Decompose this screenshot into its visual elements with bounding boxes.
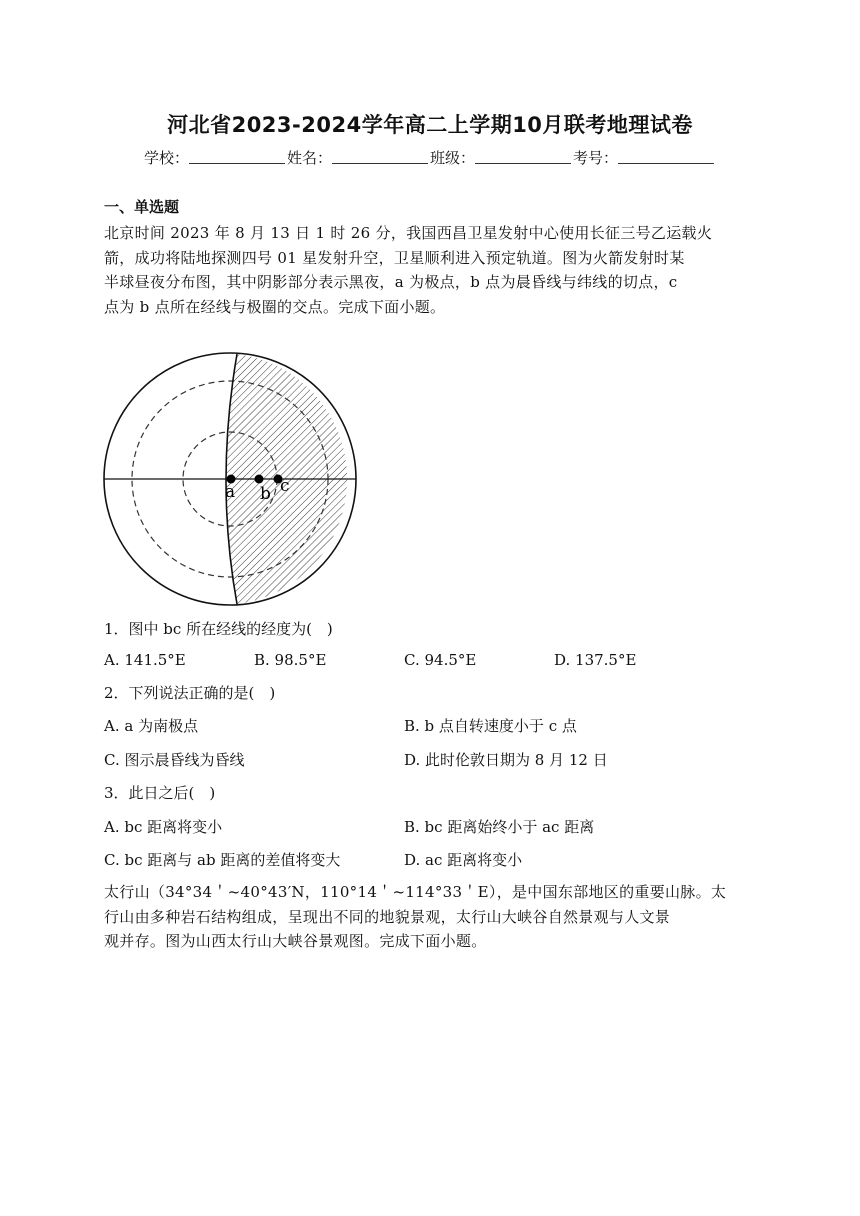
question-3-option-a: A. bc 距离将变小 <box>104 818 223 836</box>
school-blank <box>189 149 285 164</box>
question-2-option-c: C. 图示晨昏线为昏线 <box>104 751 245 769</box>
exam-no-label: 考号： <box>573 149 619 167</box>
question-1-option-b: B. 98.5°E <box>254 651 327 669</box>
question-3-option-c: C. bc 距离与 ab 距离的差值将变大 <box>104 851 341 869</box>
question-2-option-a: A. a 为南极点 <box>104 717 199 735</box>
question-2-option-b: B. b 点自转速度小于 c 点 <box>404 717 577 735</box>
passage-2-line: 行山由多种岩石结构组成，呈现出不同的地貌景观，太行山大峡谷自然景观与人文景 <box>104 907 671 926</box>
name-blank <box>332 149 428 164</box>
question-2-option-d: D. 此时伦敦日期为 8 月 12 日 <box>404 751 608 769</box>
class-blank <box>475 149 571 164</box>
school-label: 学校： <box>143 149 189 167</box>
question-1-option-c: C. 94.5°E <box>404 651 477 669</box>
class-label: 班级： <box>430 149 476 167</box>
question-3-option-b: B. bc 距离始终小于 ac 距离 <box>404 818 595 836</box>
question-2-stem: 2．下列说法正确的是( ) <box>104 684 276 702</box>
point-b <box>255 475 264 484</box>
passage-1-line: 点为 b 点所在经线与极圈的交点。完成下面小题。 <box>104 297 446 316</box>
passage-2-line: 观并存。图为山西太行山大峡谷景观图。完成下面小题。 <box>104 932 487 950</box>
label-c: c <box>280 476 290 496</box>
student-info-line <box>0 147 860 168</box>
name-label: 姓名： <box>286 149 332 167</box>
passage-1-line: 北京时间 2023 年 8 月 13 日 1 时 26 分，我国西昌卫星发射中心使用长征三号乙运载火 <box>104 224 713 242</box>
question-1-stem: 1．图中 bc 所在经线的经度为( ) <box>104 620 333 638</box>
label-b: b <box>260 484 271 504</box>
passage-2-line: 太行山（34°34＇~40°43′N，110°14＇~114°33＇E），是中国东部地区的重要山脉。太 <box>104 883 727 901</box>
question-1-option-d: D. 137.5°E <box>554 651 637 669</box>
exam-no-blank <box>618 149 714 164</box>
question-3-option-d: D. ac 距离将变小 <box>404 851 523 869</box>
passage-1 <box>104 221 756 319</box>
passage-2 <box>104 880 756 954</box>
question-1-option-a: A. 141.5°E <box>104 651 186 669</box>
label-a: a <box>225 482 236 502</box>
day-night-diagram <box>100 352 362 610</box>
page-title: 河北省2023-2024学年高二上学期10月联考地理试卷 <box>167 113 693 137</box>
passage-1-line: 箭，成功将陆地探测四号 01 星发射升空，卫星顺利进入预定轨道。图为火箭发射时某 <box>104 248 685 267</box>
section-title: 一、单选题 <box>104 198 180 216</box>
passage-1-line: 半球昼夜分布图，其中阴影部分表示黑夜，a 为极点，b 点为晨昏线与纬线的切点，c <box>104 273 678 291</box>
question-3-stem: 3．此日之后( ) <box>104 784 216 802</box>
